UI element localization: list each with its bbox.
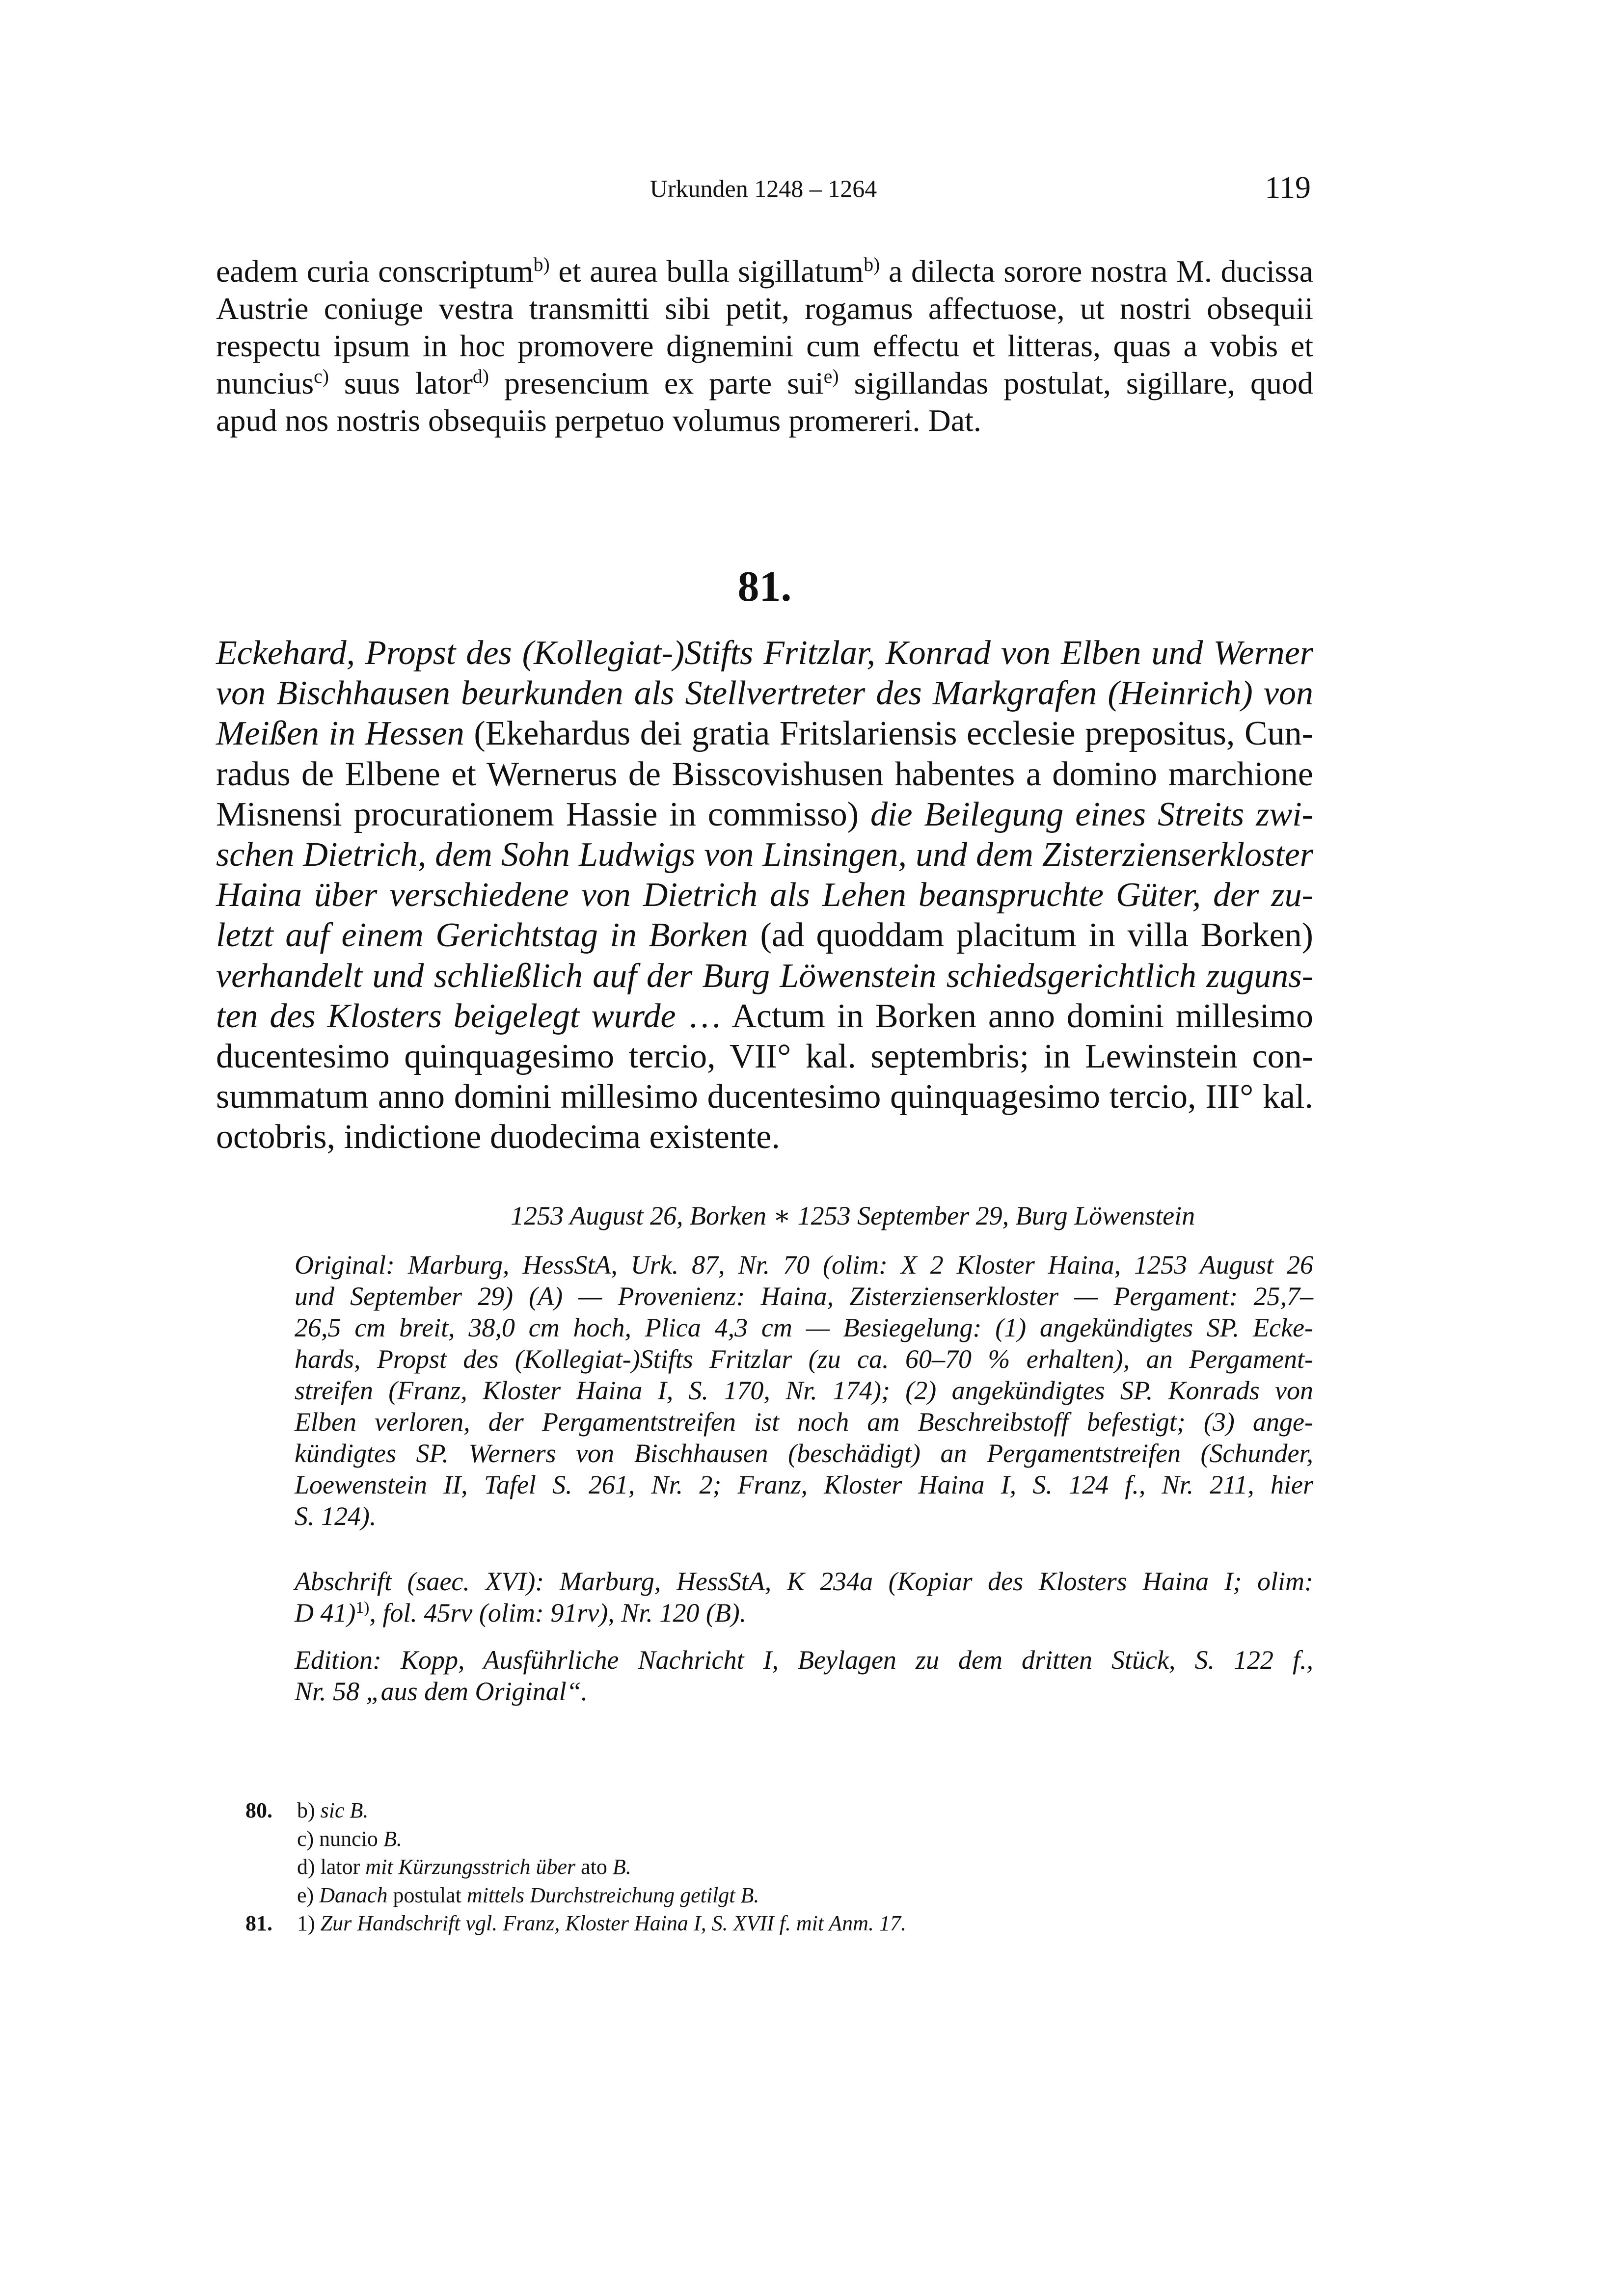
text-segment: schen Dietrich, dem Sohn Ludwigs von Linsingen, und dem Zisterzienserkloster bbox=[216, 836, 1313, 874]
footnote-text bbox=[297, 1796, 368, 1825]
regest-line bbox=[216, 875, 1313, 915]
text-segment: Austrie coniuge vestra transmitti sibi petit, rogamus affectuose, ut nostri obsequii bbox=[216, 291, 1313, 326]
text-line bbox=[216, 290, 1313, 327]
text-segment: sic B. bbox=[320, 1798, 369, 1822]
footnote-marker: c) bbox=[314, 366, 329, 388]
regest-line bbox=[216, 633, 1313, 673]
footnote bbox=[245, 1881, 1326, 1910]
text-segment: c) nuncio bbox=[297, 1826, 383, 1851]
running-title: Urkunden 1248 – 1264 bbox=[650, 175, 877, 202]
footnote-marker: 1) bbox=[355, 1598, 370, 1617]
text-segment: octobris, indictione duodecima existente. bbox=[216, 1118, 780, 1156]
regest-line bbox=[216, 1117, 1313, 1157]
text-segment: Meißen in Hessen bbox=[216, 715, 464, 753]
apparatus-line bbox=[295, 1566, 1313, 1597]
text-segment: postulat bbox=[387, 1883, 467, 1907]
text-segment: 1) bbox=[297, 1911, 321, 1935]
text-line bbox=[216, 402, 1313, 439]
footnote-text bbox=[297, 1909, 906, 1938]
text-segment: eadem curia conscriptum bbox=[216, 254, 534, 289]
regest-line bbox=[216, 795, 1313, 835]
text-line bbox=[216, 365, 1313, 402]
text-segment: ducentesimo quinquagesimo tercio, VII° kal. septembris; in Lewinstein con- bbox=[216, 1038, 1313, 1076]
text-segment: a dilecta sorore nostra M. ducissa bbox=[880, 254, 1314, 289]
text-segment: letzt auf einem Gerichtstag in Borken bbox=[216, 916, 748, 955]
regest-line bbox=[216, 996, 1313, 1037]
apparatus-line: Nr. 58 „aus dem Original“. bbox=[295, 1677, 588, 1706]
regest-line bbox=[216, 956, 1313, 996]
text-segment: Eckehard, Propst des (Kollegiat-)Stifts Fritzlar, Konrad von Elben und Werner bbox=[216, 634, 1313, 672]
apparatus-line: Loewenstein II, Tafel S. 261, Nr. 2; Franz, Kloster Haina I, S. 124 f., Nr. 211, hier bbox=[295, 1470, 1313, 1499]
footnote-text bbox=[297, 1825, 402, 1853]
text-segment: apud nos nostris obsequiis perpetuo volumus promereri. Dat. bbox=[216, 403, 981, 438]
text-segment: Abschrift (saec. XVI): Marburg, HessStA, K 234a (Kopiar des Klosters Haina I; olim: bbox=[295, 1567, 1313, 1596]
footnotes bbox=[245, 1796, 1326, 1938]
text-segment: verhandelt und schließlich auf der Burg Löwenstein schiedsgerichtlich zuguns- bbox=[216, 957, 1313, 995]
text-segment: d) lator bbox=[297, 1855, 366, 1879]
text-segment: Zur Handschrift vgl. Franz, Kloster Haina I, S. XVII f. mit Anm. 17. bbox=[320, 1911, 906, 1935]
regest-line bbox=[216, 714, 1313, 754]
apparatus-line: 26,5 cm breit, 38,0 cm hoch, Plica 4,3 cm — Besiegelung: (1) angekündigtes SP. Ecke- bbox=[295, 1313, 1313, 1342]
text-segment: , fol. 45rv (olim: 91rv), Nr. 120 (B). bbox=[369, 1598, 747, 1628]
footnote bbox=[245, 1853, 1326, 1881]
text-segment: … Actum in Borken anno domini millesimo bbox=[676, 997, 1313, 1035]
footnote-document-number: 80. bbox=[245, 1798, 272, 1822]
apparatus-line: streifen (Franz, Kloster Haina I, S. 170, Nr. 174); (2) angekündigtes SP. Konrads von bbox=[295, 1376, 1313, 1405]
apparatus-line: und September 29) (A) — Provenienz: Haina, Zisterzienserkloster — Pergament: 25,7– bbox=[295, 1281, 1313, 1311]
footnote bbox=[245, 1796, 1326, 1825]
footnote-marker: b) bbox=[864, 254, 880, 276]
continuation-paragraph bbox=[216, 253, 1313, 439]
footnote-document-number: 81. bbox=[245, 1911, 272, 1935]
regest-line bbox=[216, 1037, 1313, 1077]
regest-line bbox=[216, 835, 1313, 875]
text-segment: radus de Elbene et Wernerus de Bisscovishusen habentes a domino marchione bbox=[216, 755, 1313, 793]
copy-description bbox=[295, 1566, 1313, 1629]
page-number: 119 bbox=[1265, 170, 1311, 205]
text-segment: summatum anno domini millesimo ducentesimo quinquagesimo tercio, III° kal. bbox=[216, 1078, 1313, 1116]
footnote-text bbox=[297, 1853, 631, 1881]
text-segment: e) bbox=[297, 1883, 320, 1907]
text-segment: B. bbox=[383, 1826, 402, 1851]
original-description bbox=[295, 1249, 1313, 1532]
text-segment: respectu ipsum in hoc promovere dignemini cum effectu et litteras, quas a vobis et bbox=[216, 328, 1313, 363]
text-segment: presencium ex parte sui bbox=[488, 366, 824, 400]
text-segment: B. bbox=[612, 1855, 631, 1879]
edition-description bbox=[295, 1644, 1313, 1707]
text-segment: mit Kürzungsstrich über bbox=[365, 1855, 576, 1879]
regest-line bbox=[216, 673, 1313, 714]
text-segment: die Beilegung eines Streits zwi- bbox=[870, 795, 1313, 833]
dating-line: 1253 August 26, Borken ∗ 1253 September 29, Burg Löwenstein bbox=[511, 1201, 1195, 1230]
text-segment: b) bbox=[297, 1798, 321, 1822]
text-line bbox=[216, 327, 1313, 365]
text-segment: (ad quoddam placitum in villa Borken) bbox=[748, 916, 1313, 955]
regest-line bbox=[216, 754, 1313, 795]
apparatus-line: Edition: Kopp, Ausführliche Nachricht I, Beylagen zu dem dritten Stück, S. 122 f., bbox=[295, 1645, 1313, 1675]
apparatus-line: hards, Propst des (Kollegiat-)Stifts Fritzlar (zu ca. 60–70 % erhalten), an Pergament- bbox=[295, 1344, 1313, 1374]
regest-line bbox=[216, 1077, 1313, 1117]
regest-paragraph bbox=[216, 633, 1313, 1158]
apparatus-line bbox=[295, 1597, 1313, 1629]
footnote bbox=[245, 1909, 1326, 1938]
text-segment: sigillandas postulat, sigillare, quod bbox=[839, 366, 1313, 400]
footnote-marker: b) bbox=[533, 254, 550, 276]
footnote bbox=[245, 1825, 1326, 1853]
text-segment: (Ekehardus dei gratia Fritslariensis ecclesie prepositus, Cun- bbox=[464, 715, 1313, 753]
apparatus-line: Elben verloren, der Pergamentstreifen ist noch am Beschreibstoff befestigt; (3) ange- bbox=[295, 1407, 1313, 1437]
text-segment: von Bischhausen beurkunden als Stellvertreter des Markgrafen (Heinrich) von bbox=[216, 674, 1313, 713]
text-segment: mittels Durchstreichung getilgt B. bbox=[466, 1883, 759, 1907]
running-header bbox=[216, 170, 1311, 214]
text-segment: ato bbox=[575, 1855, 613, 1879]
document-number: 81. bbox=[737, 563, 792, 611]
footnote-text bbox=[297, 1881, 759, 1910]
apparatus-line: Original: Marburg, HessStA, Urk. 87, Nr. 70 (olim: X 2 Kloster Haina, 1253 August 26 bbox=[295, 1250, 1313, 1280]
regest-line bbox=[216, 915, 1313, 956]
text-segment: suus lator bbox=[328, 366, 473, 400]
text-segment: Haina über verschiedene von Dietrich als Lehen beanspruchte Güter, der zu- bbox=[216, 876, 1313, 914]
apparatus-line: S. 124). bbox=[295, 1501, 377, 1531]
footnote-marker: e) bbox=[823, 366, 839, 388]
text-segment: ten des Klosters beigelegt wurde bbox=[216, 997, 676, 1035]
text-segment: Danach bbox=[319, 1883, 388, 1907]
text-segment: nuncius bbox=[216, 366, 314, 400]
apparatus-line: kündigtes SP. Werners von Bischhausen (beschädigt) an Pergamentstreifen (Schunder, bbox=[295, 1439, 1313, 1468]
text-segment: et aurea bulla sigillatum bbox=[549, 254, 864, 289]
text-segment: Misnensi procurationem Hassie in commisso) bbox=[216, 795, 870, 833]
footnote-marker: d) bbox=[472, 366, 489, 388]
text-segment: D 41) bbox=[295, 1598, 356, 1628]
text-line bbox=[216, 253, 1313, 290]
